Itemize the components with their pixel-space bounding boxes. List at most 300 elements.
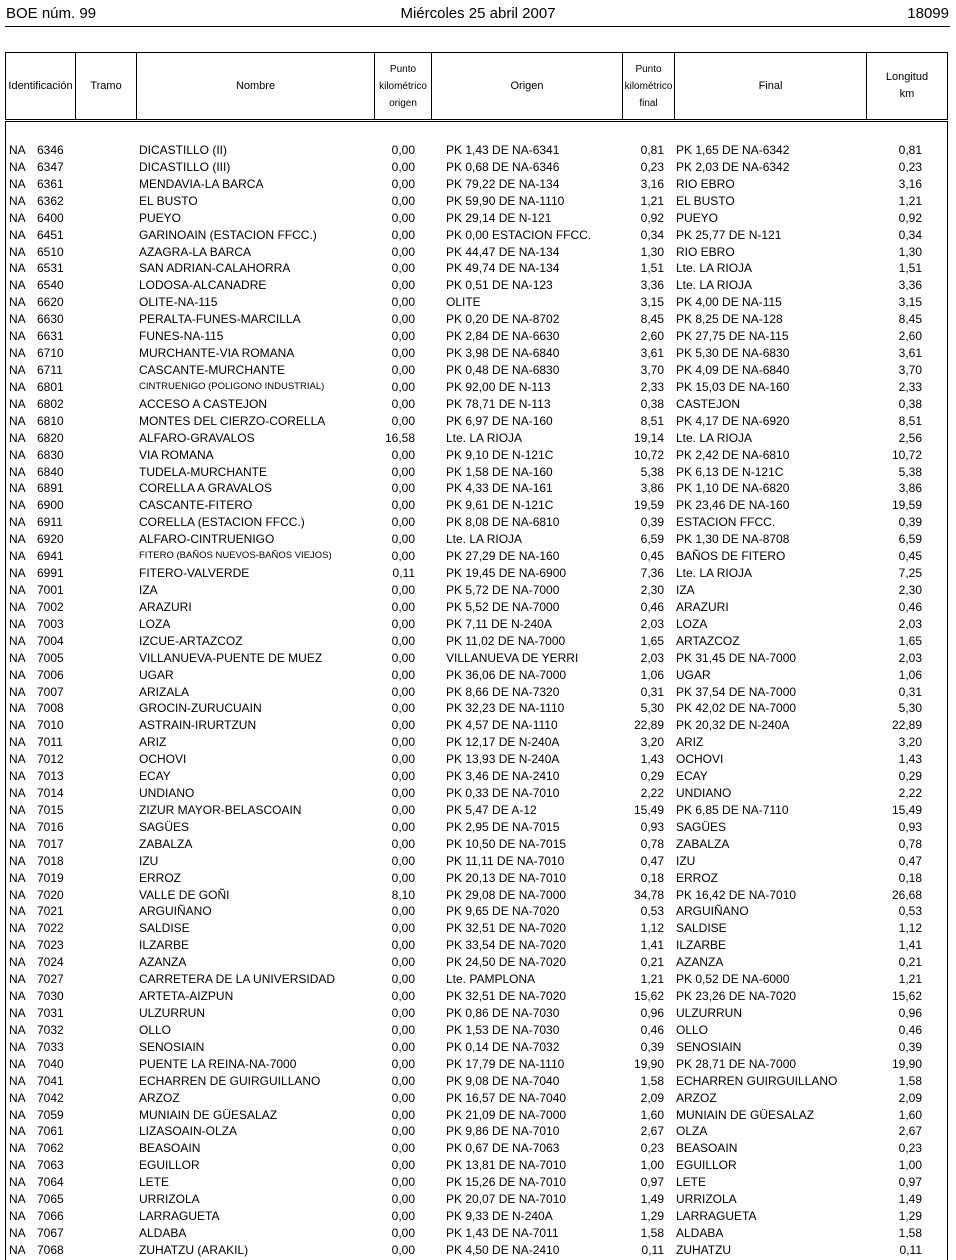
cell-pk-final: 8,45 bbox=[640, 312, 664, 327]
cell-road-name: EL BUSTO bbox=[139, 193, 198, 208]
cell-pk-final: 1,30 bbox=[640, 244, 664, 259]
cell-road-name: MURCHANTE-VIA ROMANA bbox=[139, 346, 295, 361]
cell-pk-origin: 16,58 bbox=[384, 430, 415, 445]
table-row bbox=[6, 937, 947, 954]
cell-road-name: ARGUIÑANO bbox=[139, 904, 212, 919]
cell-pk-origin: 0,00 bbox=[391, 210, 415, 225]
cell-pk-final: 0,21 bbox=[640, 955, 664, 970]
table-row bbox=[6, 700, 947, 717]
cell-origin: PK 5,47 DE A-12 bbox=[446, 802, 537, 817]
cell-road-name: CASCANTE-FITERO bbox=[139, 498, 253, 513]
cell-road-prefix: NA bbox=[9, 887, 26, 902]
cell-road-prefix: NA bbox=[9, 786, 26, 801]
table-row bbox=[6, 616, 947, 633]
cell-pk-origin: 0,00 bbox=[391, 1022, 415, 1037]
cell-origin: PK 1,43 DE NA-6341 bbox=[446, 143, 560, 157]
cell-length: 0,92 bbox=[898, 210, 922, 225]
cell-road-name: GARINOAIN (ESTACION FFCC.) bbox=[139, 227, 317, 242]
cell-road-prefix: NA bbox=[9, 430, 26, 445]
cell-final: PK 28,71 DE NA-7000 bbox=[676, 1056, 797, 1071]
cell-road-number: 6830 bbox=[37, 447, 64, 462]
cell-final: PK 27,75 DE NA-115 bbox=[676, 329, 789, 344]
table-row bbox=[6, 887, 947, 904]
cell-pk-origin: 0,00 bbox=[391, 1141, 415, 1156]
cell-length: 2,67 bbox=[898, 1124, 922, 1139]
table-row bbox=[6, 1073, 947, 1090]
cell-road-name: CASCANTE-MURCHANTE bbox=[139, 362, 286, 377]
cell-pk-final: 10,72 bbox=[633, 447, 664, 462]
cell-road-prefix: NA bbox=[9, 566, 26, 581]
cell-road-name: EGUILLOR bbox=[139, 1158, 200, 1173]
cell-pk-origin: 0,00 bbox=[391, 193, 415, 208]
cell-pk-final: 1,41 bbox=[640, 938, 664, 953]
cell-road-name: IZCUE-ARTAZCOZ bbox=[139, 633, 243, 648]
cell-road-number: 6710 bbox=[37, 346, 64, 361]
cell-length: 1,21 bbox=[898, 972, 922, 987]
table-row bbox=[6, 802, 947, 819]
cell-pk-final: 1,12 bbox=[640, 921, 664, 936]
cell-road-number: 7010 bbox=[37, 718, 64, 733]
cell-road-number: 7020 bbox=[37, 887, 64, 902]
table-row bbox=[6, 971, 947, 988]
cell-origin: PK 9,86 DE NA-7010 bbox=[446, 1124, 560, 1139]
cell-road-prefix: NA bbox=[9, 718, 26, 733]
cell-final: ERROZ bbox=[676, 870, 718, 885]
cell-origin: Lte. PAMPLONA bbox=[446, 972, 536, 987]
cell-road-name: URRIZOLA bbox=[139, 1192, 200, 1207]
cell-origin: PK 4,57 DE NA-1110 bbox=[446, 718, 558, 733]
cell-pk-final: 2,33 bbox=[640, 379, 664, 394]
table-row bbox=[6, 260, 947, 277]
cell-road-prefix: NA bbox=[9, 667, 26, 682]
cell-pk-final: 0,39 bbox=[640, 1039, 664, 1054]
cell-pk-final: 34,78 bbox=[633, 887, 664, 902]
cell-pk-final: 1,60 bbox=[640, 1107, 664, 1122]
cell-pk-final: 1,06 bbox=[640, 667, 664, 682]
cell-pk-final: 0,96 bbox=[640, 1006, 664, 1021]
cell-pk-origin: 0,00 bbox=[391, 1073, 415, 1088]
table-header bbox=[5, 52, 948, 120]
cell-road-name: FUNES-NA-115 bbox=[139, 329, 224, 344]
cell-pk-final: 7,36 bbox=[640, 566, 664, 581]
cell-pk-final: 1,58 bbox=[640, 1073, 664, 1088]
table-row bbox=[6, 497, 947, 514]
cell-length: 0,38 bbox=[898, 396, 922, 411]
cell-origin: PK 20,13 DE NA-7010 bbox=[446, 870, 567, 885]
cell-length: 0,96 bbox=[898, 1006, 922, 1021]
cell-road-name: SAN ADRIAN-CALAHORRA bbox=[139, 261, 291, 276]
cell-origin: PK 0,67 DE NA-7063 bbox=[446, 1141, 560, 1156]
cell-road-number: 6820 bbox=[37, 430, 64, 445]
cell-pk-final: 1,65 bbox=[640, 633, 664, 648]
cell-road-name: GROCIN-ZURUCUAIN bbox=[139, 701, 262, 716]
cell-final: Lte. LA RIOJA bbox=[676, 261, 753, 276]
cell-road-prefix: NA bbox=[9, 735, 26, 750]
cell-pk-final: 1,21 bbox=[640, 972, 664, 987]
table-row bbox=[6, 650, 947, 667]
cell-road-prefix: NA bbox=[9, 210, 26, 225]
cell-pk-origin: 0,00 bbox=[391, 261, 415, 276]
cell-road-number: 7015 bbox=[37, 802, 64, 817]
cell-road-name: CINTRUENIGO (POLIGONO INDUSTRIAL) bbox=[139, 380, 325, 392]
table-row bbox=[6, 988, 947, 1005]
cell-pk-final: 19,59 bbox=[633, 498, 664, 513]
cell-length: 2,09 bbox=[898, 1090, 922, 1105]
cell-final: Lte. LA RIOJA bbox=[676, 278, 753, 293]
cell-final: PK 8,25 DE NA-128 bbox=[676, 312, 783, 327]
cell-pk-final: 15,49 bbox=[633, 802, 664, 817]
cell-origin: PK 12,17 DE N-240A bbox=[446, 735, 560, 750]
cell-road-prefix: NA bbox=[9, 684, 26, 699]
cell-length: 0,47 bbox=[898, 853, 922, 868]
cell-length: 0,21 bbox=[898, 955, 922, 970]
cell-pk-origin: 0,00 bbox=[391, 599, 415, 614]
cell-final: CASTEJON bbox=[676, 396, 741, 411]
cell-final: ECAY bbox=[676, 769, 708, 784]
cell-length: 0,97 bbox=[898, 1175, 922, 1190]
cell-road-number: 7007 bbox=[37, 684, 64, 699]
cell-final: ALDABA bbox=[676, 1226, 724, 1240]
cell-length: 1,30 bbox=[898, 244, 922, 259]
cell-pk-origin: 0,11 bbox=[392, 566, 415, 581]
cell-road-name: VALLE DE GOÑI bbox=[139, 887, 230, 902]
cell-origin: PK 4,33 DE NA-161 bbox=[446, 481, 553, 496]
cell-road-number: 6840 bbox=[37, 464, 64, 479]
col-pk-final: Punto kilométrico final bbox=[623, 53, 675, 119]
cell-pk-final: 3,36 bbox=[640, 278, 664, 293]
table-row bbox=[6, 903, 947, 920]
cell-pk-final: 5,38 bbox=[640, 464, 664, 479]
cell-pk-final: 0,78 bbox=[640, 836, 664, 851]
cell-road-name: FITERO (BAÑOS NUEVOS-BAÑOS VIEJOS) bbox=[139, 550, 332, 562]
table-row bbox=[6, 1123, 947, 1140]
cell-road-number: 6900 bbox=[37, 498, 64, 513]
cell-pk-origin: 0,00 bbox=[391, 718, 415, 733]
cell-road-number: 6361 bbox=[37, 176, 64, 191]
cell-origin: PK 2,84 DE NA-6630 bbox=[446, 329, 560, 344]
cell-final: PK 1,30 DE NA-8708 bbox=[676, 532, 790, 547]
cell-length: 2,30 bbox=[898, 582, 922, 597]
table-row bbox=[6, 1140, 947, 1157]
cell-road-prefix: NA bbox=[9, 921, 26, 936]
cell-road-name: BEASOAIN bbox=[139, 1141, 201, 1156]
table-row bbox=[6, 734, 947, 751]
cell-road-prefix: NA bbox=[9, 1056, 26, 1071]
cell-final: PK 25,77 DE N-121 bbox=[676, 227, 782, 242]
cell-origin: PK 0,00 ESTACION FFCC. bbox=[446, 227, 592, 242]
cell-road-name: ARTETA-AIZPUN bbox=[139, 989, 234, 1004]
cell-pk-origin: 0,00 bbox=[391, 143, 415, 157]
cell-road-name: VIA ROMANA bbox=[139, 447, 214, 462]
col-longitud: Longitud km bbox=[885, 71, 929, 100]
cell-pk-final: 1,43 bbox=[640, 752, 664, 767]
table-row bbox=[6, 328, 947, 345]
cell-road-prefix: NA bbox=[9, 362, 26, 377]
cell-final: ARTAZCOZ bbox=[676, 633, 740, 648]
cell-origin: PK 19,45 DE NA-6900 bbox=[446, 566, 567, 581]
cell-origin: PK 11,02 DE NA-7000 bbox=[446, 633, 566, 648]
cell-pk-final: 3,20 bbox=[640, 735, 664, 750]
cell-road-prefix: NA bbox=[9, 312, 26, 327]
cell-length: 1,51 bbox=[898, 261, 922, 276]
cell-pk-final: 22,89 bbox=[633, 718, 664, 733]
cell-pk-origin: 0,00 bbox=[391, 1056, 415, 1071]
cell-length: 2,56 bbox=[898, 430, 922, 445]
cell-final: LOZA bbox=[676, 616, 708, 631]
table-row bbox=[6, 345, 947, 362]
table-row bbox=[6, 1090, 947, 1107]
cell-road-name: ILZARBE bbox=[139, 938, 190, 953]
cell-road-prefix: NA bbox=[9, 532, 26, 547]
cell-road-name: ARAZURI bbox=[139, 599, 192, 614]
cell-final: LETE bbox=[676, 1175, 707, 1190]
cell-road-name: ALFARO-GRAVALOS bbox=[139, 430, 255, 445]
cell-origin: PK 29,14 DE N-121 bbox=[446, 210, 552, 225]
table-row bbox=[6, 159, 947, 176]
cell-road-prefix: NA bbox=[9, 1107, 26, 1122]
cell-origin: PK 9,33 DE N-240A bbox=[446, 1209, 553, 1224]
cell-road-prefix: NA bbox=[9, 379, 26, 394]
cell-origin: VILLANUEVA DE YERRI bbox=[446, 650, 579, 665]
cell-pk-origin: 0,00 bbox=[391, 227, 415, 242]
cell-road-name: CORELLA A GRAVALOS bbox=[139, 481, 272, 496]
table-row bbox=[6, 920, 947, 937]
cell-road-prefix: NA bbox=[9, 938, 26, 953]
cell-road-prefix: NA bbox=[9, 193, 26, 208]
cell-length: 15,49 bbox=[891, 802, 922, 817]
cell-road-prefix: NA bbox=[9, 1090, 26, 1105]
cell-final: PK 15,03 DE NA-160 bbox=[676, 379, 790, 394]
cell-road-number: 6911 bbox=[37, 515, 63, 530]
cell-road-name: AZANZA bbox=[139, 955, 187, 970]
cell-origin: PK 2,95 DE NA-7015 bbox=[446, 819, 560, 834]
table-row bbox=[6, 311, 947, 328]
cell-length: 3,16 bbox=[898, 176, 922, 191]
cell-length: 0,78 bbox=[898, 836, 922, 851]
col-tramo: Tramo bbox=[76, 53, 137, 119]
cell-origin: Lte. LA RIOJA bbox=[446, 430, 523, 445]
cell-length: 1,41 bbox=[898, 938, 922, 953]
cell-road-prefix: NA bbox=[9, 1022, 26, 1037]
table-row bbox=[6, 210, 947, 227]
cell-pk-final: 19,90 bbox=[633, 1056, 664, 1071]
col-origen: Origen bbox=[432, 53, 623, 119]
cell-road-prefix: NA bbox=[9, 447, 26, 462]
cell-road-name: ARZOZ bbox=[139, 1090, 180, 1105]
cell-road-number: 6510 bbox=[37, 244, 64, 259]
cell-origin: PK 20,07 DE NA-7010 bbox=[446, 1192, 567, 1207]
cell-final: PK 4,17 DE NA-6920 bbox=[676, 413, 790, 428]
cell-final: ILZARBE bbox=[676, 938, 727, 953]
cell-road-number: 7024 bbox=[37, 955, 64, 970]
table-row bbox=[6, 785, 947, 802]
cell-road-name: UNDIANO bbox=[139, 786, 195, 801]
cell-pk-origin: 0,00 bbox=[391, 295, 415, 310]
cell-road-name: MONTES DEL CIERZO-CORELLA bbox=[139, 413, 326, 428]
page-number: 18099 bbox=[907, 5, 949, 22]
cell-origin: PK 0,51 DE NA-123 bbox=[446, 278, 553, 293]
cell-length: 5,38 bbox=[898, 464, 922, 479]
cell-pk-origin: 0,00 bbox=[391, 1175, 415, 1190]
cell-road-number: 7001 bbox=[37, 582, 64, 597]
cell-pk-origin: 0,00 bbox=[391, 329, 415, 344]
cell-road-number: 7027 bbox=[37, 972, 64, 987]
cell-road-number: 6451 bbox=[37, 227, 64, 242]
cell-road-number: 7061 bbox=[37, 1124, 64, 1139]
cell-road-prefix: NA bbox=[9, 836, 26, 851]
table-row bbox=[6, 1039, 947, 1056]
cell-road-number: 7004 bbox=[37, 633, 64, 648]
cell-origin: PK 29,08 DE NA-7000 bbox=[446, 887, 567, 902]
cell-length: 3,70 bbox=[898, 362, 922, 377]
cell-length: 1,65 bbox=[898, 633, 922, 648]
cell-origin: PK 79,22 DE NA-134 bbox=[446, 176, 560, 191]
table-row bbox=[6, 870, 947, 887]
cell-road-number: 7013 bbox=[37, 769, 64, 784]
cell-length: 1,06 bbox=[898, 667, 922, 682]
table-row bbox=[6, 362, 947, 379]
cell-pk-origin: 0,00 bbox=[391, 921, 415, 936]
cell-length: 0,45 bbox=[898, 549, 922, 564]
cell-road-number: 7062 bbox=[37, 1141, 64, 1156]
cell-length: 0,39 bbox=[898, 515, 922, 530]
cell-road-name: ALDABA bbox=[139, 1226, 187, 1240]
cell-final: PK 0,52 DE NA-6000 bbox=[676, 972, 790, 987]
cell-final: EL BUSTO bbox=[676, 193, 735, 208]
cell-pk-origin: 0,00 bbox=[391, 278, 415, 293]
cell-road-prefix: NA bbox=[9, 1242, 26, 1257]
cell-road-number: 7032 bbox=[37, 1022, 64, 1037]
cell-final: PK 1,65 DE NA-6342 bbox=[676, 143, 790, 157]
cell-final: PK 2,03 DE NA-6342 bbox=[676, 159, 790, 174]
cell-origin: PK 32,51 DE NA-7020 bbox=[446, 989, 567, 1004]
cell-road-number: 6347 bbox=[37, 159, 64, 174]
cell-final: SALDISE bbox=[676, 921, 727, 936]
cell-road-prefix: NA bbox=[9, 650, 26, 665]
cell-road-prefix: NA bbox=[9, 413, 26, 428]
table-row bbox=[6, 1242, 947, 1259]
cell-origin: PK 8,66 DE NA-7320 bbox=[446, 684, 560, 699]
table-row bbox=[6, 954, 947, 971]
cell-road-name: SAGÜES bbox=[139, 819, 190, 834]
cell-road-prefix: NA bbox=[9, 972, 26, 987]
cell-road-number: 7066 bbox=[37, 1209, 64, 1224]
cell-road-name: TUDELA-MURCHANTE bbox=[139, 464, 268, 479]
cell-pk-final: 0,47 bbox=[640, 853, 664, 868]
cell-final: PK 5,30 DE NA-6830 bbox=[676, 346, 790, 361]
cell-final: URRIZOLA bbox=[676, 1192, 737, 1207]
cell-origin: PK 27,29 DE NA-160 bbox=[446, 549, 560, 564]
cell-road-number: 7033 bbox=[37, 1039, 64, 1054]
cell-length: 0,46 bbox=[898, 599, 922, 614]
table-row bbox=[6, 1191, 947, 1208]
cell-road-name: PUENTE LA REINA-NA-7000 bbox=[139, 1056, 297, 1071]
cell-road-prefix: NA bbox=[9, 278, 26, 293]
cell-origin: PK 49,74 DE NA-134 bbox=[446, 261, 560, 276]
table-row bbox=[6, 582, 947, 599]
cell-road-number: 6540 bbox=[37, 278, 64, 293]
cell-pk-final: 6,59 bbox=[640, 532, 664, 547]
cell-origin: PK 0,48 DE NA-6830 bbox=[446, 362, 560, 377]
cell-road-number: 7012 bbox=[37, 752, 64, 767]
cell-road-name: LARRAGUETA bbox=[139, 1209, 220, 1224]
cell-origin: PK 0,33 DE NA-7010 bbox=[446, 786, 560, 801]
cell-road-number: 6810 bbox=[37, 413, 64, 428]
cell-road-prefix: NA bbox=[9, 498, 26, 513]
cell-length: 2,22 bbox=[898, 786, 922, 801]
cell-pk-origin: 0,00 bbox=[391, 1039, 415, 1054]
cell-road-number: 7031 bbox=[37, 1006, 64, 1021]
cell-road-number: 7022 bbox=[37, 921, 64, 936]
cell-length: 2,03 bbox=[898, 616, 922, 631]
cell-length: 0,81 bbox=[898, 143, 922, 157]
cell-pk-final: 2,03 bbox=[640, 650, 664, 665]
cell-pk-final: 15,62 bbox=[633, 989, 664, 1004]
cell-final: PK 6,85 DE NA-7110 bbox=[676, 802, 789, 817]
cell-road-prefix: NA bbox=[9, 1175, 26, 1190]
cell-pk-origin: 0,00 bbox=[391, 650, 415, 665]
cell-road-name: ECHARREN DE GUIRGUILLANO bbox=[139, 1073, 321, 1088]
cell-road-number: 6920 bbox=[37, 532, 64, 547]
cell-origin: PK 0,86 DE NA-7030 bbox=[446, 1006, 560, 1021]
cell-road-number: 6801 bbox=[37, 379, 64, 394]
cell-final: PK 4,09 DE NA-6840 bbox=[676, 362, 790, 377]
cell-road-prefix: NA bbox=[9, 955, 26, 970]
cell-origin: PK 0,68 DE NA-6346 bbox=[446, 159, 560, 174]
cell-road-number: 6620 bbox=[37, 295, 64, 310]
cell-pk-final: 2,22 bbox=[640, 786, 664, 801]
cell-length: 0,18 bbox=[898, 870, 922, 885]
table-row bbox=[6, 379, 947, 396]
cell-road-name: MENDAVIA-LA BARCA bbox=[139, 176, 264, 191]
cell-origin: PK 13,93 DE N-240A bbox=[446, 752, 560, 767]
cell-pk-final: 1,51 bbox=[640, 261, 664, 276]
table-row bbox=[6, 717, 947, 734]
cell-pk-final: 0,18 bbox=[640, 870, 664, 885]
cell-pk-origin: 0,00 bbox=[391, 1192, 415, 1207]
cell-origin: PK 13,81 DE NA-7010 bbox=[446, 1158, 567, 1173]
cell-pk-final: 2,67 bbox=[640, 1124, 664, 1139]
cell-length: 0,53 bbox=[898, 904, 922, 919]
cell-length: 0,93 bbox=[898, 819, 922, 834]
cell-road-prefix: NA bbox=[9, 1209, 26, 1224]
cell-road-number: 7002 bbox=[37, 599, 64, 614]
cell-road-prefix: NA bbox=[9, 464, 26, 479]
cell-road-prefix: NA bbox=[9, 752, 26, 767]
table-row bbox=[6, 1107, 947, 1124]
cell-road-prefix: NA bbox=[9, 143, 26, 157]
cell-length: 3,61 bbox=[898, 346, 922, 361]
cell-road-number: 6630 bbox=[37, 312, 64, 327]
table-row bbox=[6, 480, 947, 497]
cell-origin: PK 1,58 DE NA-160 bbox=[446, 464, 553, 479]
cell-pk-origin: 0,00 bbox=[391, 346, 415, 361]
cell-road-number: 7063 bbox=[37, 1158, 64, 1173]
cell-pk-final: 0,34 bbox=[640, 227, 664, 242]
cell-road-number: 6631 bbox=[37, 329, 64, 344]
cell-pk-origin: 0,00 bbox=[391, 379, 415, 394]
cell-road-name: LETE bbox=[139, 1175, 170, 1190]
cell-pk-origin: 0,00 bbox=[391, 972, 415, 987]
cell-road-name: SALDISE bbox=[139, 921, 190, 936]
cell-origin: PK 4,50 DE NA-2410 bbox=[446, 1242, 560, 1257]
cell-length: 1,29 bbox=[898, 1209, 922, 1224]
cell-final: PUEYO bbox=[676, 210, 719, 225]
cell-final: ULZURRUN bbox=[676, 1006, 742, 1021]
cell-road-name: AZAGRA-LA BARCA bbox=[139, 244, 252, 259]
table-row bbox=[6, 464, 947, 481]
cell-final: PK 42,02 DE NA-7000 bbox=[676, 701, 797, 716]
